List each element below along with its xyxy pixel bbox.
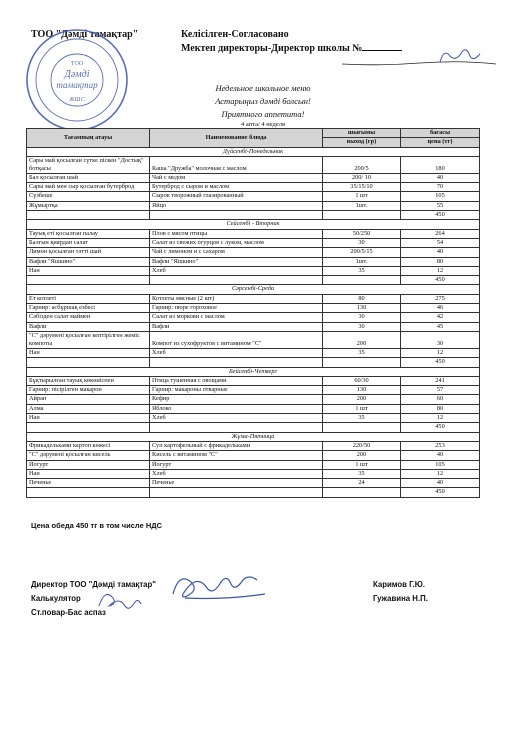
dish-row — [27, 460, 480, 469]
dish-yield: 130 — [323, 386, 401, 395]
dish-row — [27, 294, 480, 303]
stamp-text-2: тамақтар — [56, 80, 98, 90]
company-name: ТОО "Дәмді тамақтар" — [31, 29, 139, 40]
dish-name-kz: Тауық еті қосылған палау — [27, 229, 150, 238]
dish-yield: 50/250 — [323, 229, 401, 238]
dish-price: 180 — [401, 156, 480, 173]
dish-row — [27, 414, 480, 423]
dish-price: 105 — [401, 460, 480, 469]
total-row — [27, 358, 480, 367]
dish-yield — [323, 488, 401, 497]
dish-yield: 130 — [323, 304, 401, 313]
dish-name-kz: Йогурт — [27, 460, 150, 469]
dish-row — [27, 469, 480, 478]
dish-price: 275 — [401, 294, 480, 303]
dish-name-ru: Каша "Дружба" молочная с маслом — [150, 156, 323, 173]
dish-row — [27, 173, 480, 182]
menu-table — [26, 128, 480, 498]
dish-yield: 220/50 — [323, 441, 401, 450]
dish-row — [27, 192, 480, 201]
day-header-row — [27, 147, 480, 156]
dish-name-kz: Сәбізден салат маймен — [27, 313, 150, 322]
dish-price: 253 — [401, 441, 480, 450]
dish-price: 12 — [401, 414, 480, 423]
dish-name-kz: Печенье — [27, 479, 150, 488]
dish-name-kz — [27, 423, 150, 432]
total-row — [27, 211, 480, 220]
dish-price: 40 — [401, 248, 480, 257]
greeting-kz: Астарыңыз дәмді болсын! — [215, 96, 311, 106]
dish-yield: 200 — [323, 395, 401, 404]
dish-row — [27, 479, 480, 488]
dish-price: 450 — [401, 358, 480, 367]
dish-row — [27, 322, 480, 331]
day-name: Сәрсенбі-Среда — [27, 285, 480, 294]
day-name: Жұма-Пятница — [27, 432, 480, 441]
dish-yield — [323, 358, 401, 367]
dish-name-ru — [150, 358, 323, 367]
dish-name-kz: Сары май мен сыр қосылған бутерброд — [27, 183, 150, 192]
dish-yield: 80 — [323, 294, 401, 303]
dish-name-ru: Гарнир: пюре гороховое — [150, 304, 323, 313]
dish-name-kz: Алма — [27, 404, 150, 413]
calculator-name: Гужавина Н.П. — [373, 594, 428, 603]
table-header-row — [27, 129, 480, 138]
dish-price: 55 — [401, 201, 480, 210]
dish-name-ru: Вафли "Яшкино" — [150, 257, 323, 266]
dish-name-ru: Чай с лимоном и с сахаром — [150, 248, 323, 257]
dish-name-ru: Печенье — [150, 479, 323, 488]
dish-name-kz: "С" дәрумені қосылған кептірілген жеміс компоты — [27, 331, 150, 348]
dish-name-ru: Плов с мясом птицы — [150, 229, 323, 238]
col-header-kz: Тағамның атауы — [27, 129, 150, 148]
stamp-text-bottom: ЖШС — [69, 97, 85, 103]
dish-price: 12 — [401, 469, 480, 478]
day-header-row — [27, 285, 480, 294]
dish-name-ru — [150, 423, 323, 432]
dish-price: 30 — [401, 331, 480, 348]
dish-price: 45 — [401, 322, 480, 331]
total-row — [27, 423, 480, 432]
dish-row — [27, 266, 480, 275]
agreed-label: Келісілген-Согласовано — [181, 29, 289, 40]
dish-yield: 1шт. — [323, 201, 401, 210]
dish-row — [27, 183, 480, 192]
dish-price: 450 — [401, 276, 480, 285]
dish-yield: 35 — [323, 348, 401, 357]
dish-name-kz: Нан — [27, 469, 150, 478]
dish-price: 12 — [401, 266, 480, 275]
dish-price: 60 — [401, 395, 480, 404]
dish-row — [27, 304, 480, 313]
dish-row — [27, 156, 480, 173]
top-signature — [340, 42, 500, 72]
dish-name-ru — [150, 488, 323, 497]
dish-name-kz: Айран — [27, 395, 150, 404]
dish-price: 46 — [401, 304, 480, 313]
dish-name-kz: "С" дәрумені қосылған кисель — [27, 451, 150, 460]
dish-yield: 30 — [323, 238, 401, 247]
dish-name-kz: Ет котлеті — [27, 294, 150, 303]
dish-name-kz: Нан — [27, 348, 150, 357]
dish-name-kz: Бұқтырылған тауық көкөніспен — [27, 376, 150, 385]
col-header-price-kz: бағасы — [401, 129, 480, 138]
dish-name-kz: Гарнир: асбұршақ езбесі — [27, 304, 150, 313]
dish-yield: 35/15/10 — [323, 183, 401, 192]
dish-yield — [323, 211, 401, 220]
director-name: Каримов Г.Ю. — [373, 580, 425, 589]
dish-name-ru: Хлеб — [150, 348, 323, 357]
dish-price: 70 — [401, 183, 480, 192]
dish-yield: 24 — [323, 479, 401, 488]
dish-name-kz — [27, 276, 150, 285]
dish-price: 241 — [401, 376, 480, 385]
dish-row — [27, 395, 480, 404]
dish-price: 12 — [401, 348, 480, 357]
dish-name-ru: Суп картофельный с фрикадельками — [150, 441, 323, 450]
col-header-yield-ru: выход (гр) — [323, 138, 401, 147]
dish-row — [27, 229, 480, 238]
dish-yield: 30 — [323, 313, 401, 322]
dish-yield: 200/ 10 — [323, 173, 401, 182]
dish-row — [27, 451, 480, 460]
dish-name-kz — [27, 488, 150, 497]
dish-price: 450 — [401, 488, 480, 497]
dish-name-kz: Балғын қиярдан салат — [27, 238, 150, 247]
dish-name-ru: Кисель с витамином "С" — [150, 451, 323, 460]
dish-price: 450 — [401, 211, 480, 220]
dish-name-kz: Гарнир: пісірілген макарон — [27, 386, 150, 395]
dish-row — [27, 376, 480, 385]
dish-name-kz: Фрикадельками картоп көжесі — [27, 441, 150, 450]
dish-row — [27, 257, 480, 266]
dish-name-kz: Нан — [27, 266, 150, 275]
dish-name-ru: Яйцо — [150, 201, 323, 210]
week-label: 4 апта/ 4 неделя — [241, 121, 285, 128]
dish-price: 42 — [401, 313, 480, 322]
dish-price: 264 — [401, 229, 480, 238]
col-header-price-ru: цена (тг) — [401, 138, 480, 147]
dish-name-ru: Компот из сухофруктов с витамином "С" — [150, 331, 323, 348]
dish-name-ru — [150, 211, 323, 220]
lunch-price-note: Цена обеда 450 тг в том числе НДС — [31, 521, 163, 530]
dish-yield: 30 — [323, 322, 401, 331]
dish-name-ru: Сырок творожный глазированный — [150, 192, 323, 201]
dish-price: 57 — [401, 386, 480, 395]
dish-name-ru: Яблоко — [150, 404, 323, 413]
dish-name-ru: Птица тушенная с овощами — [150, 376, 323, 385]
dish-yield: 1шт. — [323, 257, 401, 266]
dish-yield: 1 шт — [323, 192, 401, 201]
stamp-text-1: Дәмді — [64, 69, 90, 80]
dish-name-ru: Вафли — [150, 322, 323, 331]
dish-yield: 200 — [323, 451, 401, 460]
day-name: Бейсенбі-Четверг — [27, 367, 480, 376]
dish-name-ru: Гарнир: макароны отварные — [150, 386, 323, 395]
dish-yield: 1 шт — [323, 460, 401, 469]
dish-name-ru: Салат из моркови с маслом — [150, 313, 323, 322]
cook-label: Ст.повар-Бас аспаз — [31, 608, 106, 617]
dish-price: 105 — [401, 192, 480, 201]
dish-name-ru: Хлеб — [150, 266, 323, 275]
total-row — [27, 276, 480, 285]
dish-name-kz: Бал қосылған шай — [27, 173, 150, 182]
day-header-row — [27, 220, 480, 229]
day-header-row — [27, 432, 480, 441]
dish-name-kz: Сүзбеше — [27, 192, 150, 201]
dish-name-ru — [150, 276, 323, 285]
director-label: Директор ТОО "Дәмді тамақтар" — [31, 580, 156, 589]
dish-price: 54 — [401, 238, 480, 247]
dish-yield: 35 — [323, 414, 401, 423]
calculator-signature — [95, 586, 145, 614]
day-name: Дүйсенбі-Понедельник — [27, 147, 480, 156]
dish-name-ru: Хлеб — [150, 414, 323, 423]
dish-yield: 200/5/15 — [323, 248, 401, 257]
dish-name-ru: Чай с медом — [150, 173, 323, 182]
dish-price: 80 — [401, 404, 480, 413]
dish-yield: 200 — [323, 331, 401, 348]
dish-price: 80 — [401, 257, 480, 266]
director-line: Мектеп директоры-Директор школы № — [181, 43, 402, 54]
day-header-row — [27, 367, 480, 376]
dish-yield: 60/30 — [323, 376, 401, 385]
dish-yield: 200/5 — [323, 156, 401, 173]
dish-name-kz — [27, 211, 150, 220]
director-signature — [165, 568, 275, 606]
dish-row — [27, 404, 480, 413]
dish-yield — [323, 423, 401, 432]
menu-title: Недельное школьное меню — [215, 83, 311, 93]
dish-yield: 35 — [323, 469, 401, 478]
dish-price: 40 — [401, 451, 480, 460]
dish-row — [27, 238, 480, 247]
dish-name-kz: Лимон қосылған тәтті шай — [27, 248, 150, 257]
stamp-text-top: ТОО — [70, 61, 84, 67]
dish-name-kz: Вафли "Яшкино" — [27, 257, 150, 266]
dish-name-kz: Вафли — [27, 322, 150, 331]
dish-price: 450 — [401, 423, 480, 432]
dish-row — [27, 313, 480, 322]
dish-row — [27, 201, 480, 210]
dish-price: 40 — [401, 173, 480, 182]
col-header-ru: Наименование блюда — [150, 129, 323, 148]
dish-yield — [323, 276, 401, 285]
dish-yield: 1 шт — [323, 404, 401, 413]
dish-name-kz: Жұмыртқа — [27, 201, 150, 210]
dish-row — [27, 386, 480, 395]
dish-yield: 35 — [323, 266, 401, 275]
dish-name-kz: Нан — [27, 414, 150, 423]
dish-row — [27, 441, 480, 450]
dish-name-kz: Сары май қосылған сүтке піскен "Достық" ботқасы — [27, 156, 150, 173]
dish-name-ru: Бутерброд с сыром и маслом — [150, 183, 323, 192]
greeting-ru: Приятного аппетита! — [221, 109, 305, 119]
calculator-label: Калькулятор — [31, 594, 81, 603]
dish-name-ru: Котлеты мясные (2 шт) — [150, 294, 323, 303]
day-name: Сейсенбі - Вторник — [27, 220, 480, 229]
dish-price: 40 — [401, 479, 480, 488]
dish-name-ru: Йогурт — [150, 460, 323, 469]
dish-name-ru: Хлеб — [150, 469, 323, 478]
dish-name-kz — [27, 358, 150, 367]
total-row — [27, 488, 480, 497]
dish-name-ru: Кефир — [150, 395, 323, 404]
col-header-yield-kz: шығымы — [323, 129, 401, 138]
dish-row — [27, 248, 480, 257]
dish-row — [27, 331, 480, 348]
dish-name-ru: Салат из свежих огурцов с луком, маслом — [150, 238, 323, 247]
dish-row — [27, 348, 480, 357]
